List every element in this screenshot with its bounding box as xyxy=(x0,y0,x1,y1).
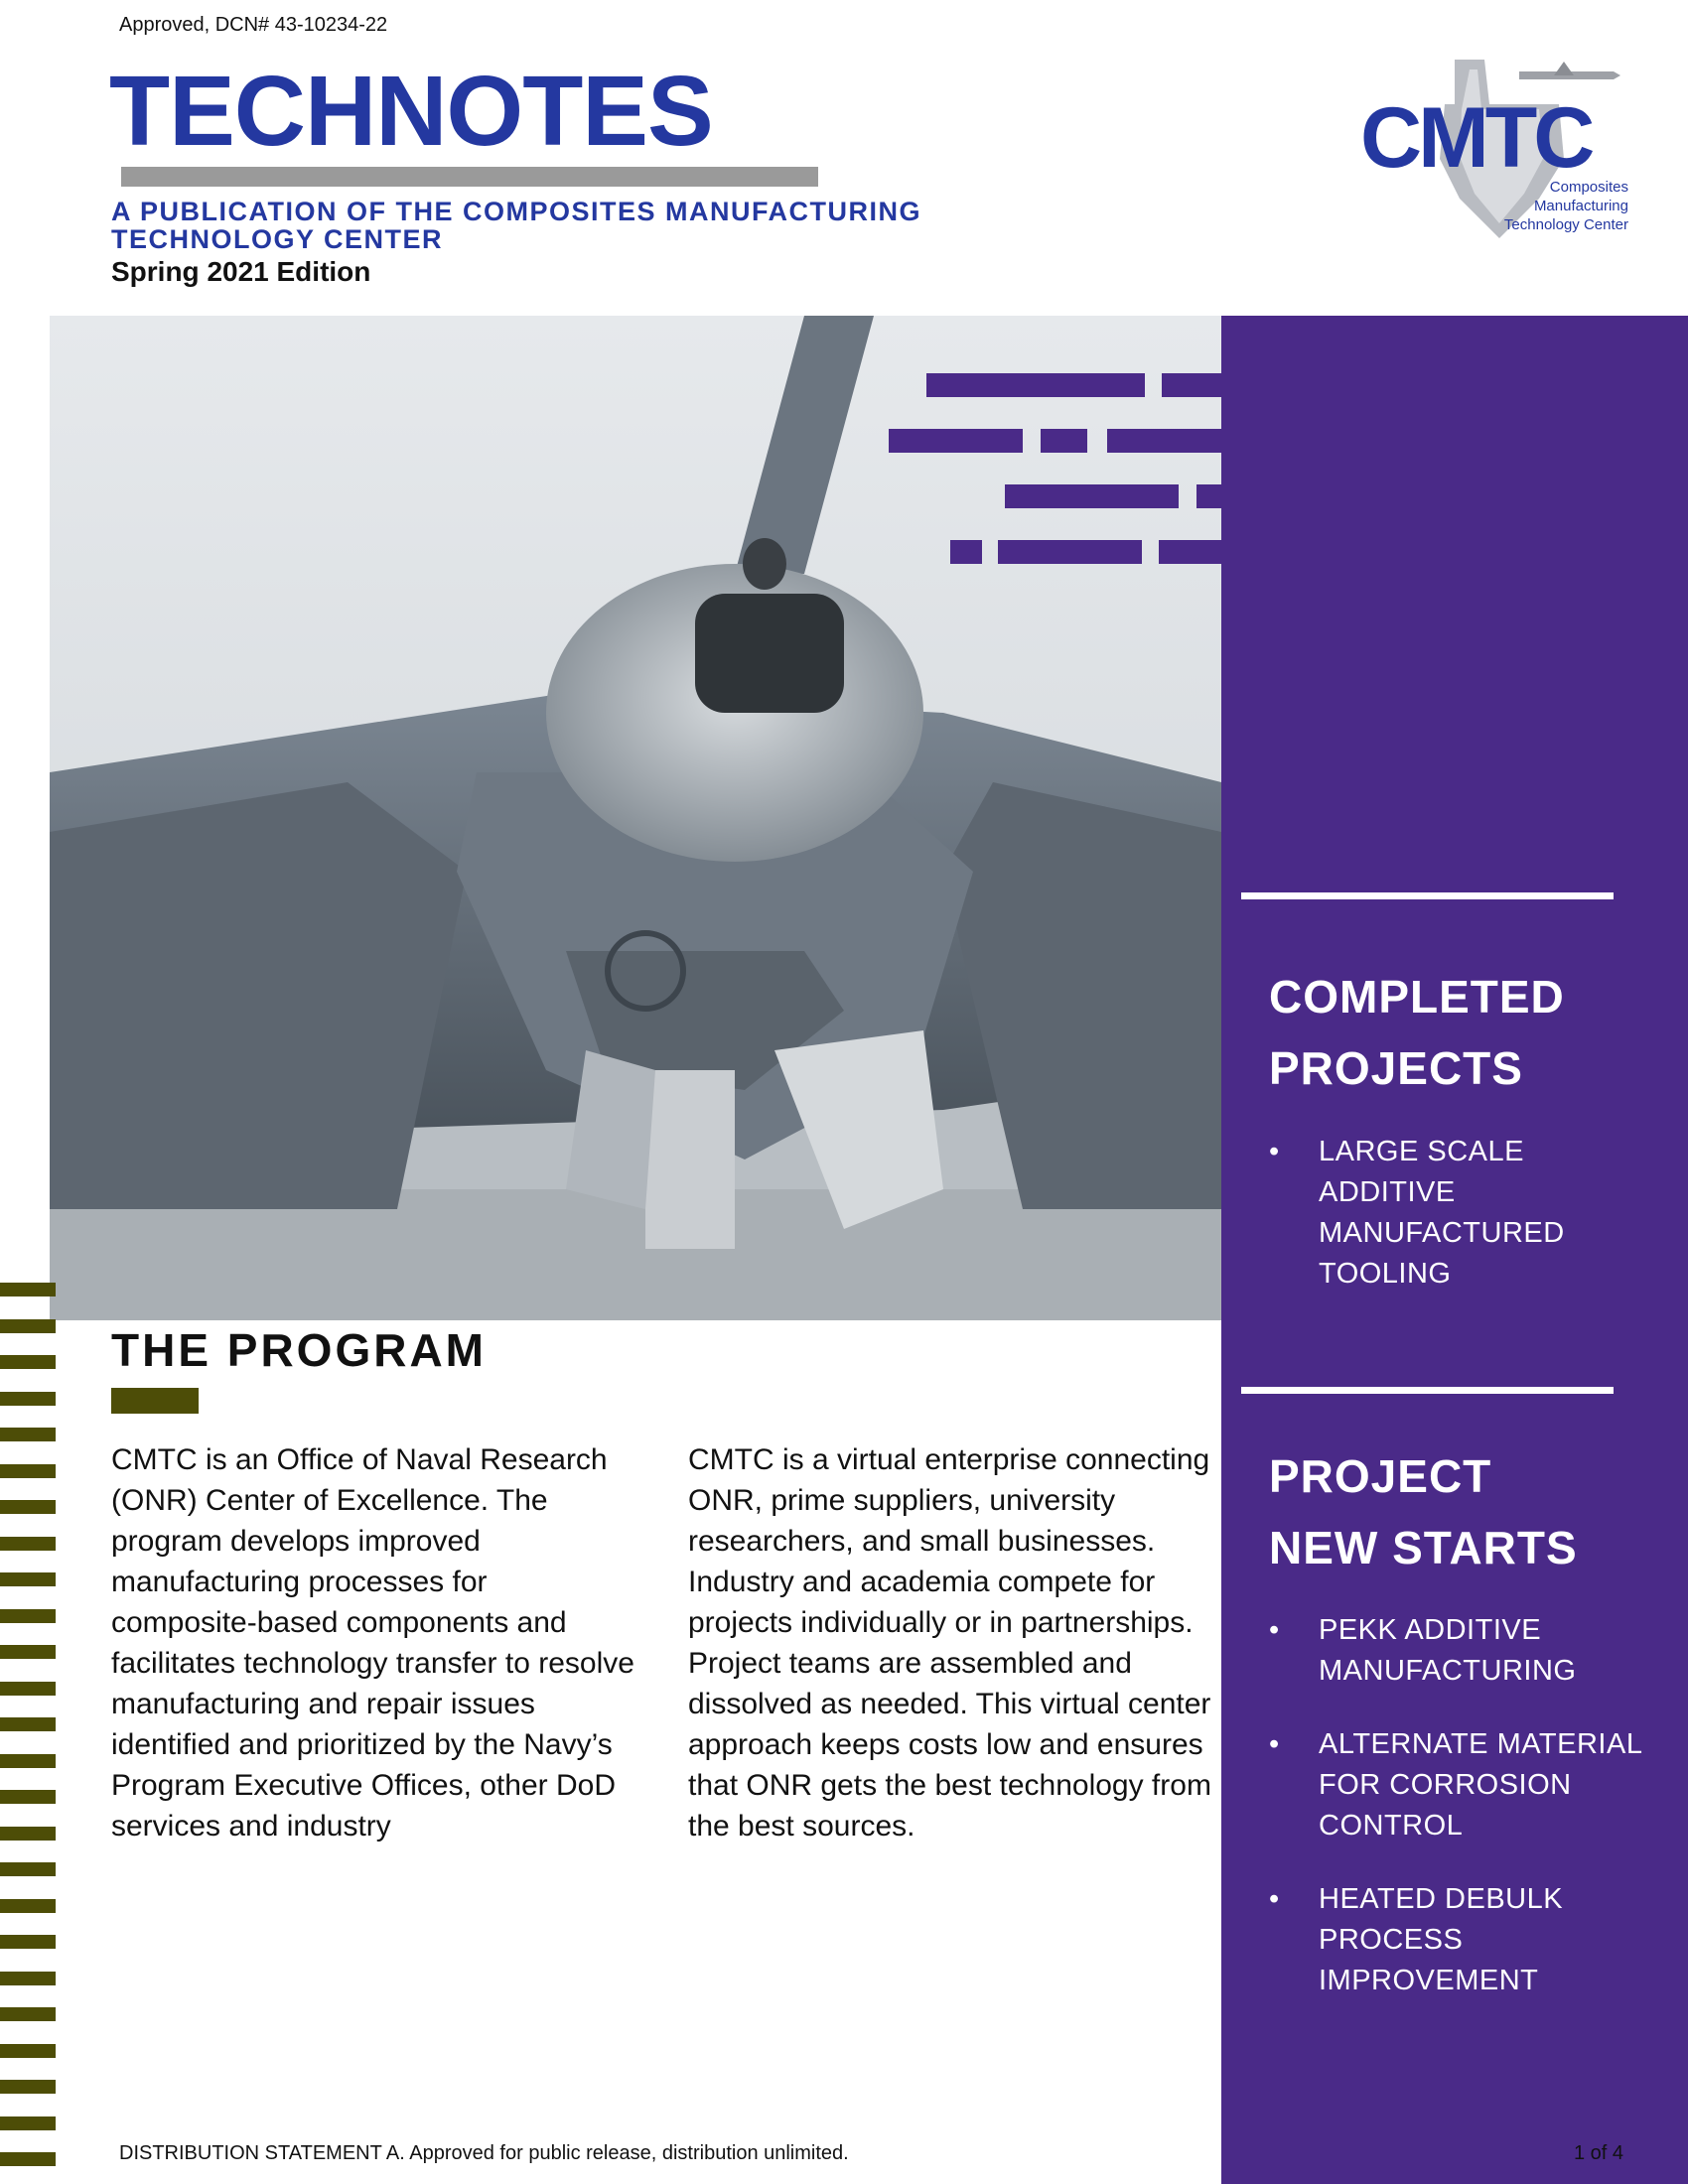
stripe-dash xyxy=(0,1428,56,1441)
stripe-dash xyxy=(0,1572,56,1586)
stripe-dash xyxy=(0,1319,56,1333)
logo-acronym: CMTC xyxy=(1360,90,1592,186)
program-column-1: CMTC is an Office of Naval Research (ONR) Center of Excellence. The program develops improved manufacturing processes for composite-based components and facilitates technology transfer to resolve manufacturing and repair issues identified and prioritized by the Navy’s Program Executive Offices, other DoD services and industry xyxy=(111,1443,634,1843)
stripe-dash xyxy=(0,1464,56,1478)
completed-projects-heading xyxy=(1269,961,1666,1104)
new-start-item: • PEKK ADDITIVE MANUFACTURING xyxy=(1269,1610,1666,1692)
logo-line-2: Manufacturing xyxy=(1533,198,1628,214)
new-start-item: • HEATED DEBULK PROCESS IMPROVEMENT xyxy=(1269,1879,1666,2001)
stripe-dash xyxy=(0,1682,56,1696)
approval-number: Approved, DCN# 43-10234-22 xyxy=(119,14,388,36)
projects-sidebar xyxy=(1221,316,1688,2184)
stripe-dash xyxy=(0,1862,56,1876)
title-underline xyxy=(121,167,818,187)
decor-brick xyxy=(889,429,1023,453)
stripe-dash xyxy=(0,2044,56,2058)
cmtc-logo xyxy=(1360,50,1638,248)
decor-brick xyxy=(1162,373,1221,397)
stripe-dash xyxy=(0,1609,56,1623)
stripe-dash xyxy=(0,2080,56,2094)
stripe-dash xyxy=(0,1392,56,1406)
new-start-item: • ALTERNATE MATERIAL FOR CORROSION CONTROL xyxy=(1269,1724,1666,1846)
program-column-2: CMTC is a virtual enterprise connecting ONR, prime suppliers, university researchers, and small businesses. Industry and academia compete for projects individually or in partnerships. Project teams are assembled and dissolved as needed. This virtual center approach keeps costs low and ensures that ONR gets the best technology from the best sources. xyxy=(688,1443,1211,1843)
edition-label: Spring 2021 Edition xyxy=(111,256,371,287)
stripe-dash xyxy=(0,1717,56,1731)
decor-brick xyxy=(1005,484,1179,508)
stripe-dash xyxy=(0,2007,56,2021)
publication-subtitle: A PUBLICATION OF THE COMPOSITES MANUFACTURING TECHNOLOGY CENTER xyxy=(111,197,921,254)
sidebar-divider xyxy=(1241,892,1614,899)
decor-brick xyxy=(950,540,982,564)
decor-brick xyxy=(1041,429,1087,453)
stripe-dash xyxy=(0,1790,56,1804)
decor-brick xyxy=(1196,484,1221,508)
stripe-dash xyxy=(0,1645,56,1659)
new-starts-heading xyxy=(1269,1440,1666,1583)
publication-title: TECHNOTES xyxy=(109,56,713,167)
new-starts-heading-line-1: PROJECT xyxy=(1269,1450,1492,1502)
stripe-dash xyxy=(0,2116,56,2130)
logo-line-3: Technology Center xyxy=(1503,216,1628,233)
fighter-jet-photo xyxy=(50,316,1221,1320)
stripe-dash xyxy=(0,1537,56,1551)
stripe-dash xyxy=(0,1972,56,1985)
stripe-dash xyxy=(0,1935,56,1949)
decor-brick xyxy=(998,540,1142,564)
new-starts-list xyxy=(1269,1610,1666,2001)
page-number: 1 of 4 xyxy=(1574,2142,1624,2164)
program-heading-bar xyxy=(111,1388,199,1414)
stripe-dash xyxy=(0,1500,56,1514)
completed-heading-line-1: COMPLETED xyxy=(1269,971,1565,1023)
decor-brick xyxy=(926,373,1145,397)
new-starts-heading-line-2: NEW STARTS xyxy=(1269,1522,1578,1573)
completed-heading-line-2: PROJECTS xyxy=(1269,1042,1523,1094)
stripe-dash xyxy=(0,1899,56,1913)
stripe-dash xyxy=(0,1754,56,1768)
decor-brick xyxy=(1107,429,1221,453)
stripe-dash xyxy=(0,1355,56,1369)
decor-brick xyxy=(1159,540,1221,564)
completed-projects-list xyxy=(1269,1132,1666,1295)
logo-line-1: Composites xyxy=(1549,179,1628,196)
stripe-dash xyxy=(0,1827,56,1841)
stripe-dash xyxy=(0,1283,56,1297)
completed-project-item: • LARGE SCALE ADDITIVE MANUFACTURED TOOLING xyxy=(1269,1132,1666,1295)
distribution-statement: DISTRIBUTION STATEMENT A. Approved for public release, distribution unlimited. xyxy=(119,2142,849,2164)
sidebar-divider xyxy=(1241,1387,1614,1394)
program-heading: THE PROGRAM xyxy=(111,1324,487,1376)
stripe-dash xyxy=(0,2152,56,2166)
